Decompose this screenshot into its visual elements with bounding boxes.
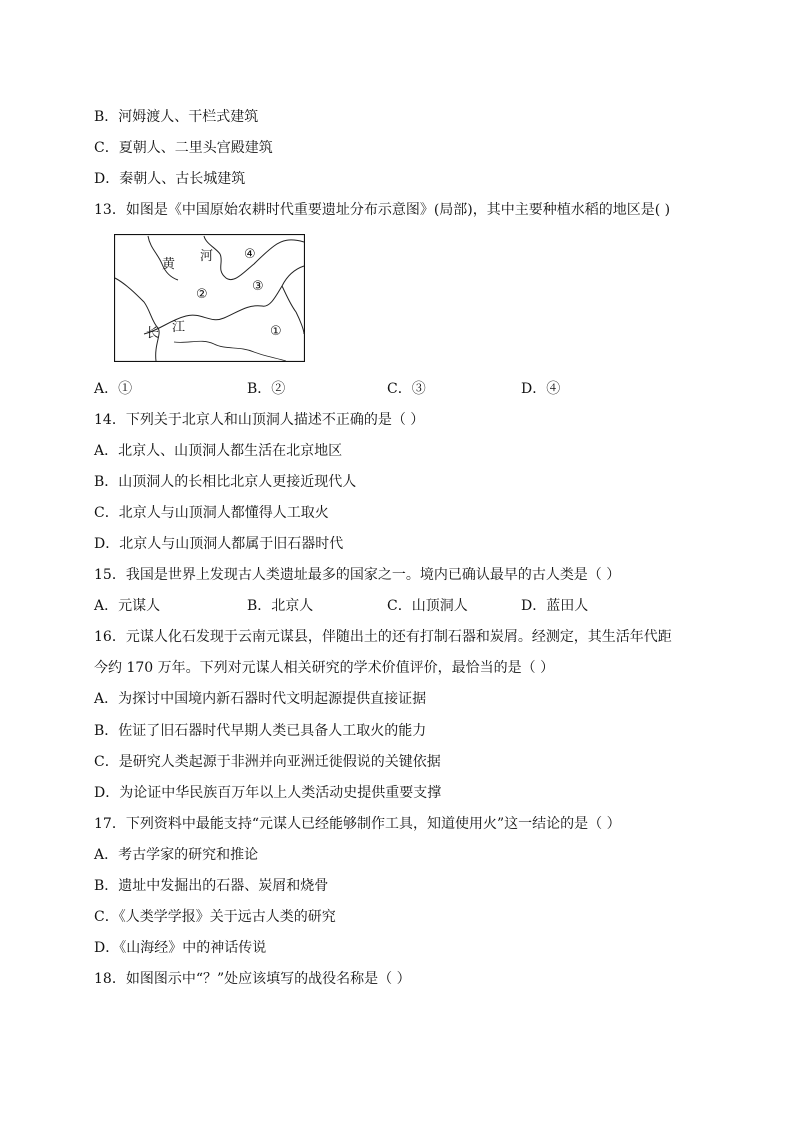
q13-option-d: D．④	[521, 381, 561, 397]
map-marker-2: ②	[196, 287, 208, 302]
q16-option-b: B．佐证了旧石器时代早期人类已具备人工取火的能力	[94, 723, 427, 739]
q16-option-a: A．为探讨中国境内新石器时代文明起源提供直接证据	[94, 691, 427, 707]
q12-option-c: C．夏朝人、二里头宫殿建筑	[94, 140, 273, 156]
q13-option-c: C．③	[387, 381, 426, 397]
map-label-huang: 黄	[162, 257, 176, 272]
q17-option-d: D．《山海经》中的神话传说	[94, 940, 267, 956]
q12-option-d: D．秦朝人、古长城建筑	[94, 171, 246, 187]
q14-option-d: D．北京人与山顶洞人都属于旧石器时代	[94, 536, 344, 552]
q14-option-b: B．山顶洞人的长相比北京人更接近现代人	[94, 474, 357, 490]
q14-stem: 14．下列关于北京人和山顶洞人描述不正确的是（ ）	[94, 412, 425, 428]
q16-option-d: D．为论证中华民族百万年以上人类活动史提供重要支撑	[94, 785, 442, 801]
q13-map	[114, 234, 305, 362]
map-marker-4: ④	[244, 247, 256, 262]
map-marker-1: ①	[270, 324, 282, 339]
q15-stem: 15．我国是世界上发现古人类遗址最多的国家之一。境内已确认最早的古人类是（ ）	[94, 567, 621, 583]
q18-stem: 18．如图图示中“？”处应该填写的战役名称是（ ）	[94, 971, 411, 987]
q16-stem-line2: 今约 170 万年。下列对元谋人相关研究的学术价值评价，最恰当的是（ ）	[94, 660, 555, 676]
q12-option-b: B．河姆渡人、干栏式建筑	[94, 109, 259, 125]
q16-stem-line1: 16．元谋人化石发现于云南元谋县，伴随出土的还有打制石器和炭屑。经测定，其生活年代距	[94, 629, 672, 645]
q15-option-c: C．山顶洞人	[387, 598, 468, 614]
q17-stem: 17．下列资料中最能支持“元谋人已经能够制作工具，知道使用火”这一结论的是（ ）	[94, 816, 621, 832]
q14-option-a: A．北京人、山顶洞人都生活在北京地区	[94, 443, 343, 459]
q16-option-c: C．是研究人类起源于非洲并向亚洲迁徙假说的关键依据	[94, 754, 441, 770]
q15-option-a: A．元谋人	[94, 598, 161, 614]
q17-option-c: C．《人类学学报》关于远古人类的研究	[94, 909, 336, 925]
q15-option-b: B．北京人	[247, 598, 314, 614]
q17-option-a: A．考古学家的研究和推论	[94, 847, 259, 863]
map-label-he: 河	[200, 249, 214, 264]
q13-stem: 13．如图是《中国原始农耕时代重要遗址分布示意图》(局部)，其中主要种植水稻的地区是( )	[94, 202, 671, 218]
q13-option-a: A．①	[94, 381, 133, 397]
map-label-jiang: 江	[172, 320, 186, 335]
q15-option-d: D．蓝田人	[521, 598, 589, 614]
q17-option-b: B．遗址中发掘出的石器、炭屑和烧骨	[94, 878, 329, 894]
q13-option-b: B．②	[247, 381, 286, 397]
map-marker-3: ③	[252, 279, 264, 294]
map-label-chang: 长	[146, 326, 160, 341]
q14-option-c: C．北京人与山顶洞人都懂得人工取火	[94, 505, 329, 521]
